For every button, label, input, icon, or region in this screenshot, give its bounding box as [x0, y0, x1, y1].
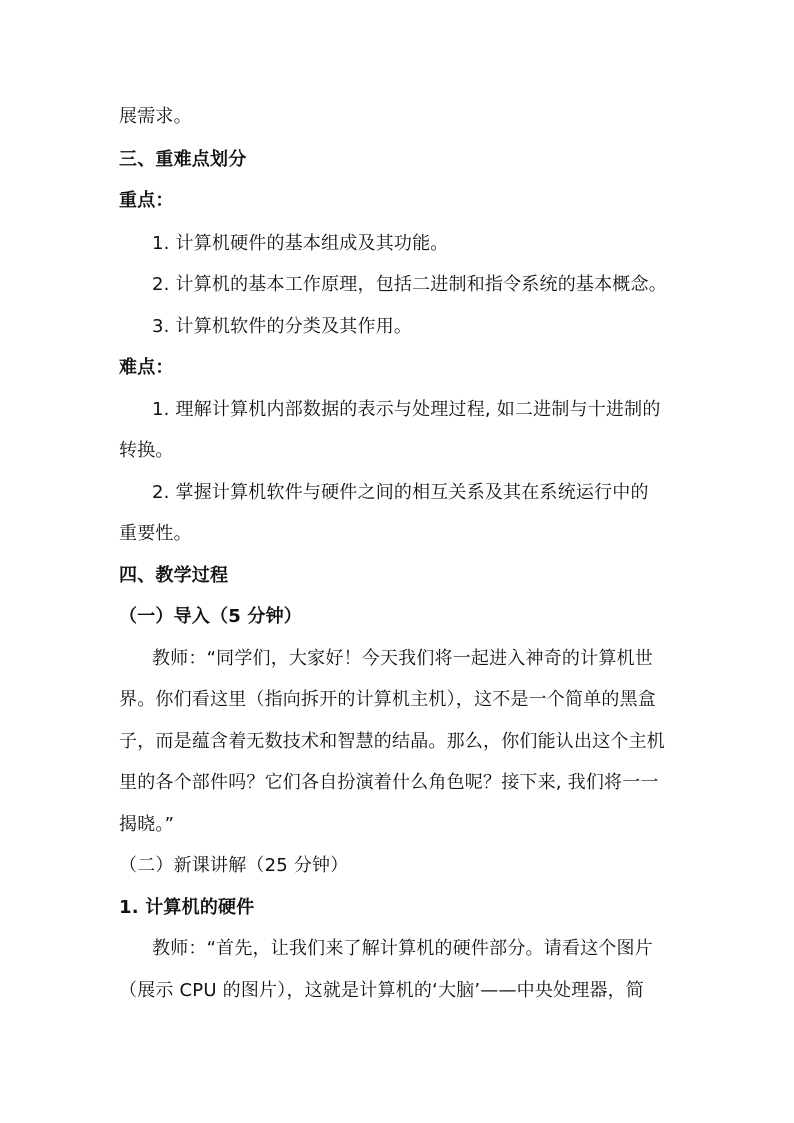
- teacher-paragraph-line-5: 揭晓。”: [119, 814, 175, 835]
- key-points-heading: 重点：: [119, 190, 174, 211]
- difficult-point-1: 1. 理解计算机内部数据的表示与处理过程, 如二进制与十进制的: [152, 399, 661, 420]
- hardware-paragraph-line-1: 教师：“首先，让我们来了解计算机的硬件部分。请看这个图片: [152, 938, 653, 959]
- section-heading-4: 四、教学过程: [119, 565, 229, 586]
- difficult-point-2-continued: 重要性。: [119, 523, 192, 544]
- subsection-intro-heading: （一）导入（5 分钟）: [119, 606, 302, 627]
- subsection-new-lesson-heading: （二）新课讲解（25 分钟）: [119, 855, 349, 876]
- teacher-paragraph-line-1: 教师：“同学们，大家好！今天我们将一起进入神奇的计算机世: [152, 648, 653, 669]
- difficult-point-1-continued: 转换。: [119, 440, 174, 461]
- difficult-point-2: 2. 掌握计算机软件与硬件之间的相互关系及其在系统运行中的: [152, 482, 649, 503]
- hardware-heading: 1. 计算机的硬件: [119, 897, 255, 918]
- hardware-paragraph-line-2: （展示 CPU 的图片），这就是计算机的‘大脑’——中央处理器，简: [119, 980, 645, 1001]
- teacher-paragraph-line-4: 里的各个部件吗？它们各自扮演着什么角色呢？接下来, 我们将一一: [119, 772, 659, 793]
- key-point-2: 2. 计算机的基本工作原理，包括二进制和指令系统的基本概念。: [152, 274, 667, 295]
- difficult-points-heading: 难点：: [119, 357, 174, 378]
- teacher-paragraph-line-2: 界。你们看这里（指向拆开的计算机主机），这不是一个简单的黑盒: [119, 689, 656, 710]
- paragraph-continuation: 展需求。: [119, 106, 192, 127]
- teacher-paragraph-line-3: 子，而是蕴含着无数技术和智慧的结晶。那么，你们能认出这个主机: [119, 731, 665, 752]
- key-point-1: 1. 计算机硬件的基本组成及其功能。: [152, 233, 449, 254]
- key-point-3: 3. 计算机软件的分类及其作用。: [152, 316, 413, 337]
- section-heading-3: 三、重难点划分: [119, 149, 247, 170]
